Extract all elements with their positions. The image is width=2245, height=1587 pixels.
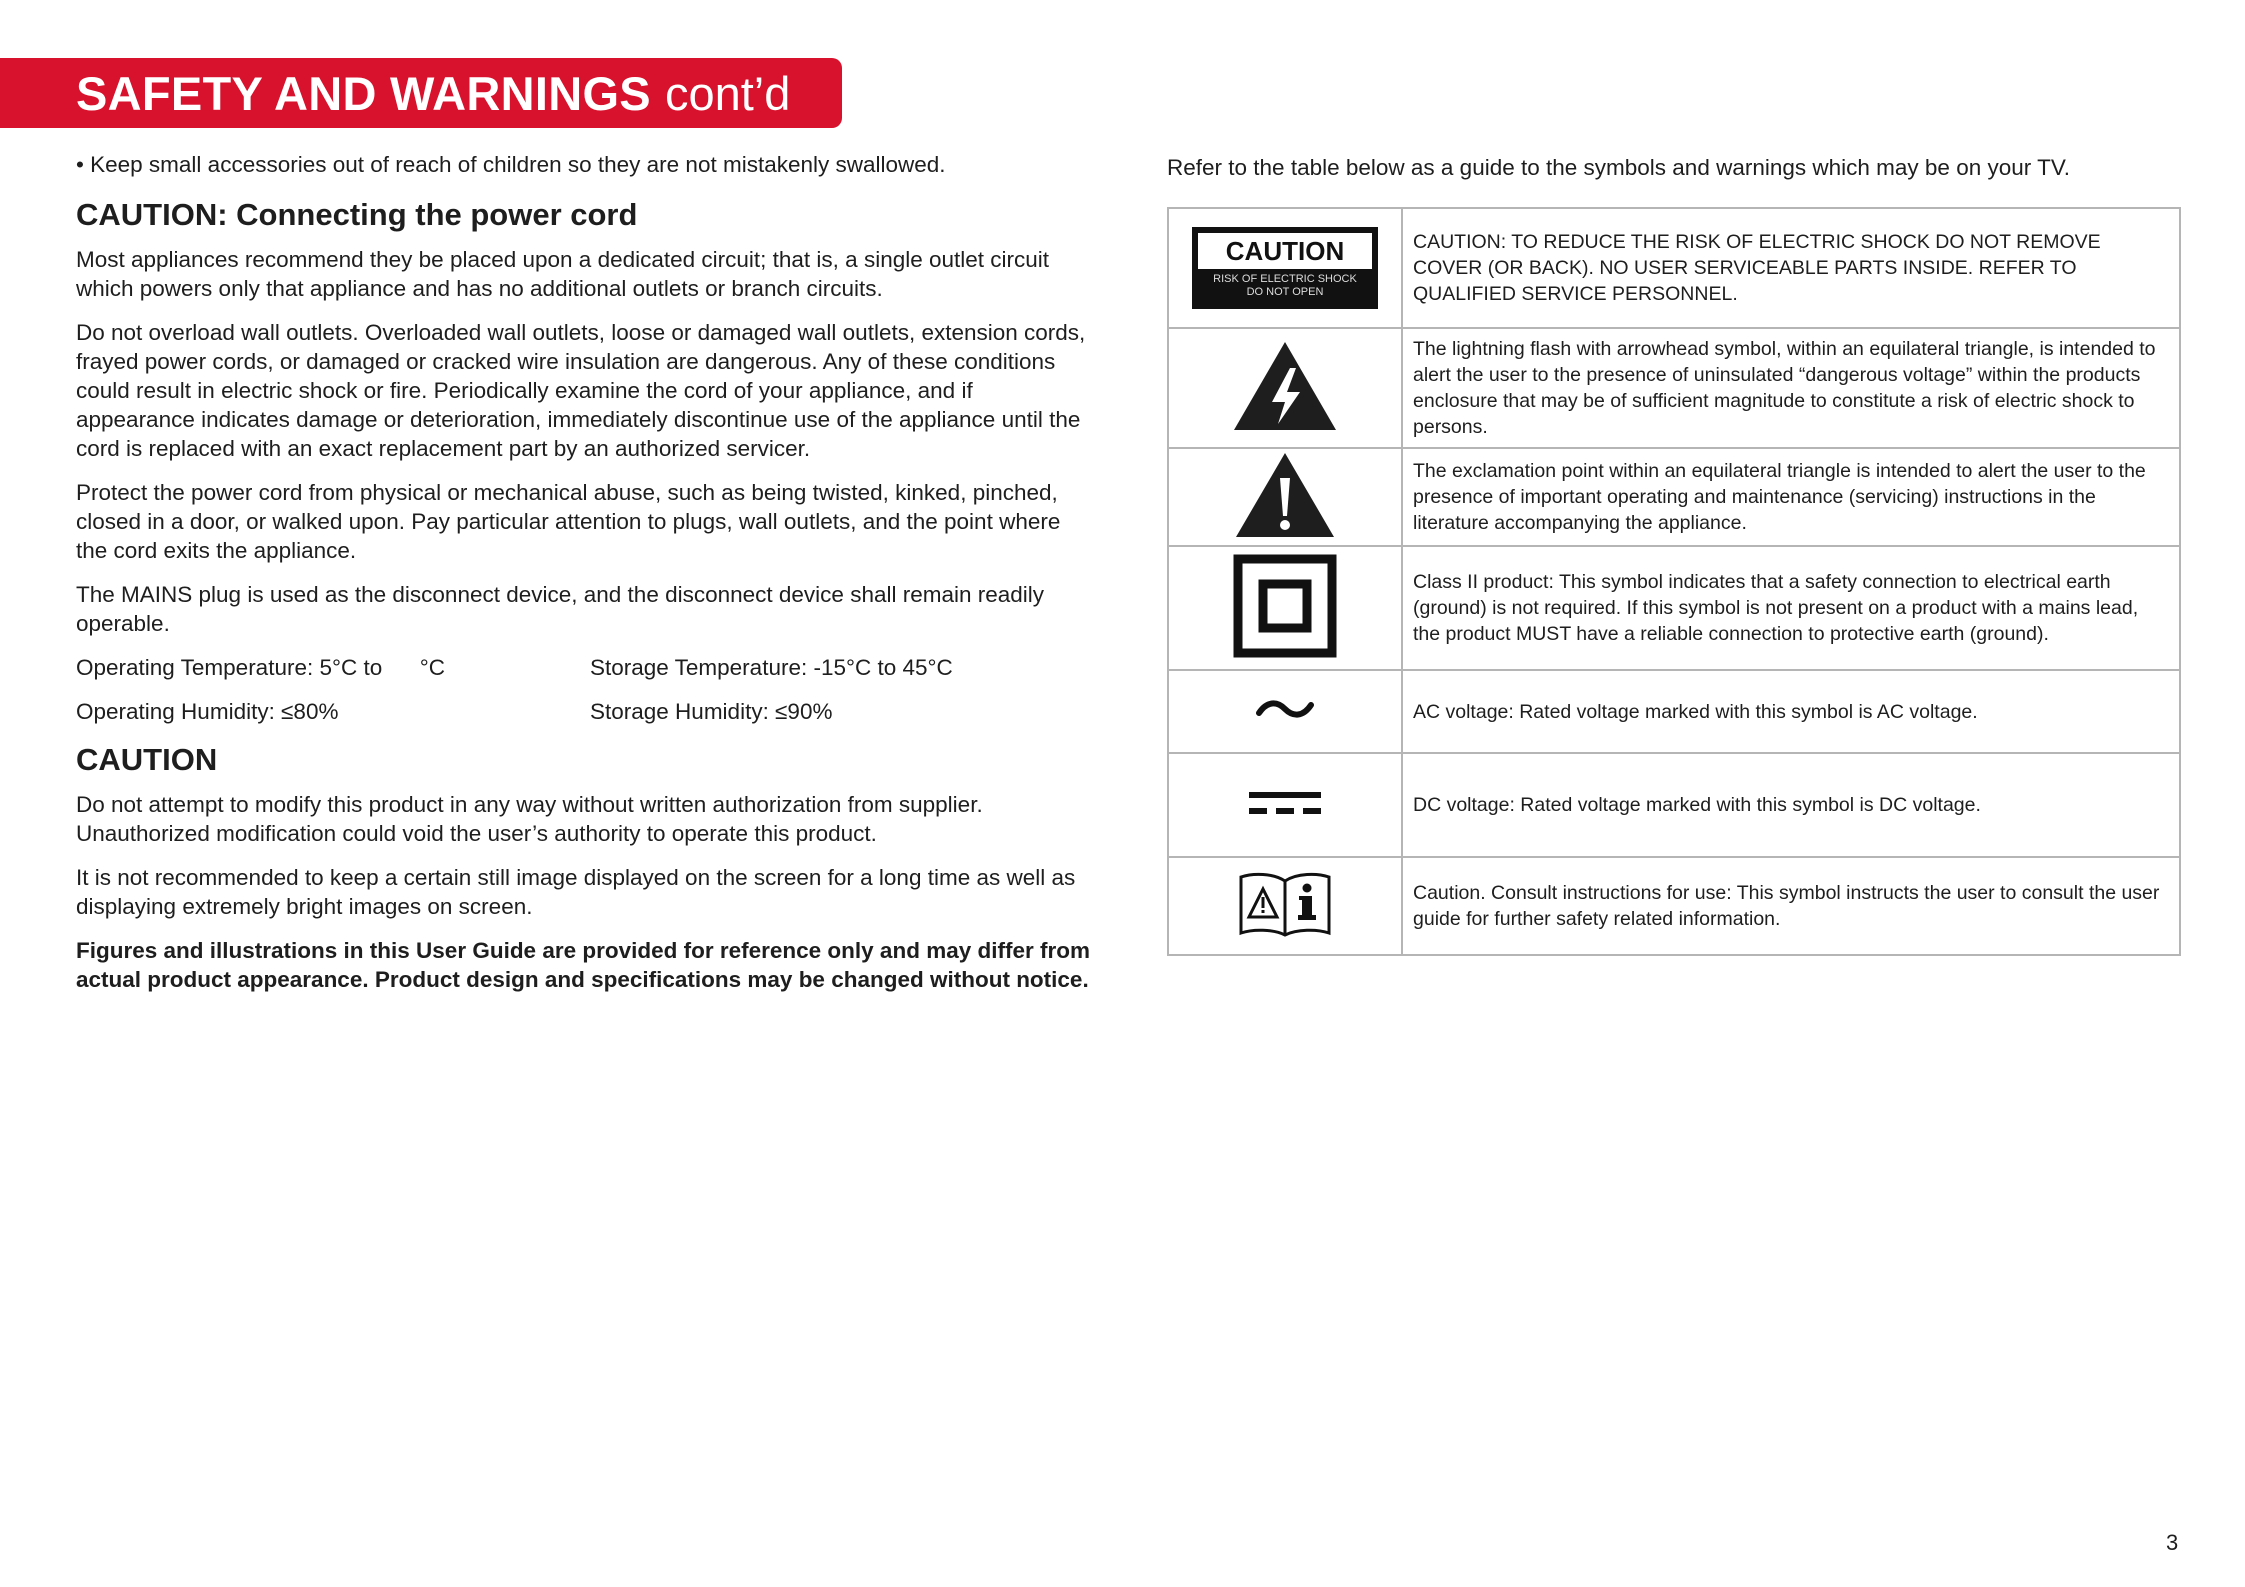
paragraph-figures-disclaimer: Figures and illustrations in this User Guide are provided for reference only and may differ from actual product appearance. Product design and specifications may be changed without notice.	[76, 938, 1090, 992]
bullet-accessories: • Keep small accessories out of reach of children so they are not mistakenly swallowed.	[76, 152, 946, 177]
heading-caution: CAUTION	[76, 742, 218, 777]
operating-humidity: Operating Humidity: ≤80%	[76, 699, 339, 724]
paragraph-still-image: It is not recommended to keep a certain still image displayed on the screen for a long time as well as displaying extremely bright images on screen.	[76, 865, 1076, 919]
symbols-table	[1167, 207, 2181, 956]
table-row	[1168, 328, 2180, 448]
table-row	[1168, 208, 2180, 328]
paragraph-protect-cord: Protect the power cord from physical or mechanical abuse, such as being twisted, kinked, pinched, closed in a door, or walked upon. Pay particular attention to plugs, wall outlets, and the point where the cord exits the appliance.	[76, 480, 1061, 563]
exclamation-triangle-icon	[1233, 450, 1337, 540]
left-column	[76, 150, 1096, 1009]
symbol-description: Caution. Consult instructions for use: This symbol instructs the user to consult the user guide for further safety related information.	[1402, 857, 2180, 955]
table-row	[1168, 857, 2180, 955]
symbol-description: AC voltage: Rated voltage marked with this symbol is AC voltage.	[1402, 670, 2180, 753]
storage-humidity: Storage Humidity: ≤90%	[590, 699, 833, 724]
ac-voltage-icon	[1255, 697, 1315, 721]
table-row	[1168, 546, 2180, 670]
spec-row-temperature	[76, 653, 1096, 682]
symbol-description: The lightning flash with arrowhead symbol, within an equilateral triangle, is intended to alert the user to the presence of uninsulated “dangerous voltage” within the products enclosure that may be of sufficient magnitude to constitute a risk of electric shock to persons.	[1402, 328, 2180, 448]
table-row	[1168, 753, 2180, 857]
heading-power-cord: CAUTION: Connecting the power cord	[76, 197, 638, 232]
section-banner	[0, 58, 842, 128]
symbol-description: DC voltage: Rated voltage marked with this symbol is DC voltage.	[1402, 753, 2180, 857]
consult-instructions-icon	[1237, 869, 1333, 939]
dc-voltage-icon	[1247, 788, 1323, 818]
paragraph-overload: Do not overload wall outlets. Overloaded wall outlets, loose or damaged wall outlets, extension cords, frayed power cords, or damaged or cracked wire insulation are dangerous. Any of these conditions could result in electric shock or fire. Periodically examine the cord of your appliance, and if appearance indicates damage or deterioration, immediately discontinue use of the appliance until the cord is replaced with an exact replacement part by an authorized servicer.	[76, 320, 1086, 461]
caution-label-line2: DO NOT OPEN	[1246, 286, 1324, 298]
storage-temperature: Storage Temperature: -15°C to 45°C	[590, 655, 953, 680]
table-row	[1168, 670, 2180, 753]
operating-temperature: Operating Temperature: 5°C to °C	[76, 655, 445, 680]
symbol-description: The exclamation point within an equilateral triangle is intended to alert the user to the presence of important operating and maintenance (servicing) instructions in the literature accompanying the appliance.	[1402, 448, 2180, 546]
section-subtitle: cont’d	[664, 66, 791, 120]
table-intro: Refer to the table below as a guide to the symbols and warnings which may be on your TV.	[1167, 155, 2071, 180]
lightning-triangle-icon	[1230, 338, 1340, 434]
caution-label-icon	[1192, 227, 1378, 309]
page-number: 3	[2166, 1530, 2179, 1555]
caution-label-line1: RISK OF ELECTRIC SHOCK	[1213, 273, 1357, 285]
caution-label-title: CAUTION	[1198, 233, 1372, 269]
class-ii-double-square-icon	[1233, 554, 1337, 658]
paragraph-dedicated-circuit: Most appliances recommend they be placed upon a dedicated circuit; that is, a single outlet circuit which powers only that appliance and has no additional outlets or branch circuits.	[76, 247, 1050, 301]
symbol-description: Class II product: This symbol indicates that a safety connection to electrical earth (ground) is not required. If this symbol is not present on a product with a mains lead, the product MUST have a reliable connection to protective earth (ground).	[1402, 546, 2180, 670]
paragraph-mains-plug: The MAINS plug is used as the disconnect device, and the disconnect device shall remain readily operable.	[76, 582, 1045, 636]
table-row	[1168, 448, 2180, 546]
paragraph-modify: Do not attempt to modify this product in any way without written authorization from supplier. Unauthorized modification could void the user’s authority to operate this product.	[76, 792, 983, 846]
symbol-description: CAUTION: TO REDUCE THE RISK OF ELECTRIC SHOCK DO NOT REMOVE COVER (OR BACK). NO USER SERVICEABLE PARTS INSIDE. REFER TO QUALIFIED SERVICE PERSONNEL.	[1402, 208, 2180, 328]
spec-row-humidity	[76, 697, 1096, 726]
section-title: SAFETY AND WARNINGS	[76, 66, 651, 120]
